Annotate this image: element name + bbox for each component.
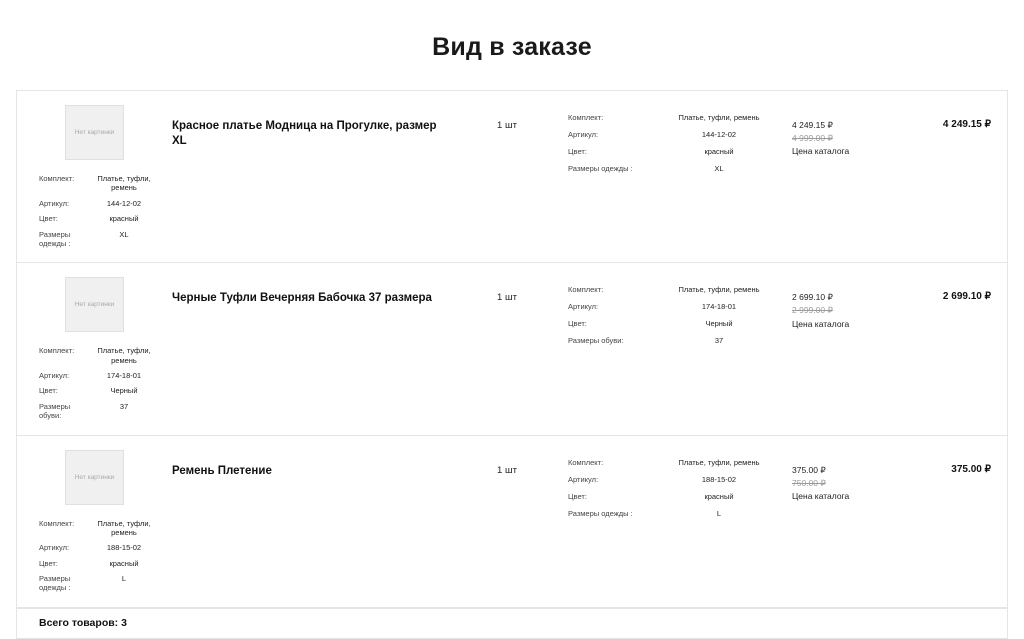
mini-property (39, 214, 163, 223)
mini-property (39, 230, 163, 249)
item-property (568, 475, 786, 484)
item-property (568, 147, 786, 156)
item-property-key: Артикул: (568, 130, 599, 139)
item-quantity: 1 шт (497, 464, 517, 476)
item-quantity: 1 шт (497, 292, 517, 304)
item-total: 4 249.15 ₽ (942, 119, 991, 130)
mini-property (39, 371, 163, 380)
item-price-note: Цена каталога (792, 146, 850, 157)
item-price-cell (792, 91, 912, 262)
item-total: 2 699.10 ₽ (942, 291, 991, 303)
item-property (568, 113, 786, 122)
item-price-note: Цена каталога (792, 318, 850, 329)
item-price: 2 699.10 ₽ (792, 292, 833, 303)
mini-property (39, 402, 163, 421)
item-total: 375.00 ₽ (951, 463, 991, 475)
item-thumbnail (65, 277, 124, 332)
item-property (568, 164, 786, 173)
item-property (568, 509, 786, 518)
mini-property-value: 37 (119, 401, 129, 411)
mini-property-value: 188-15-02 (106, 543, 142, 553)
mini-property-value: 144-12-02 (106, 198, 142, 208)
mini-property-key: Цвет: (39, 558, 58, 568)
item-mini-properties (39, 346, 163, 420)
mini-property-key: Артикул: (39, 371, 70, 380)
mini-property (39, 543, 163, 552)
page-title: Вид в заказе (432, 33, 592, 61)
item-property-value: XL (714, 164, 724, 173)
mini-property-key: Размеры одежды : (39, 574, 71, 593)
item-property-value: красный (704, 147, 734, 156)
item-old-price: 750.00 ₽ (792, 477, 826, 488)
item-properties (562, 91, 792, 262)
mini-property-value: XL (119, 229, 129, 239)
mini-property-key: Размеры одежды : (39, 229, 71, 248)
item-property (568, 319, 786, 328)
item-property-key: Артикул: (568, 302, 599, 312)
item-property-key: Размеры одежды : (568, 508, 633, 518)
mini-property (39, 346, 163, 365)
mini-property-value: Платье, туфли, ремень (97, 346, 151, 365)
item-property-key: Комплект: (568, 113, 604, 122)
item-property-value: 174-18-01 (701, 302, 737, 312)
mini-property-key: Артикул: (39, 543, 70, 553)
item-name[interactable]: Черные Туфли Вечерняя Бабочка 37 размера (172, 292, 432, 305)
item-property-key: Цвет: (568, 319, 587, 329)
mini-property-value: 174-18-01 (106, 371, 142, 380)
item-price: 375.00 ₽ (792, 464, 826, 475)
item-properties (562, 436, 792, 607)
mini-property (39, 559, 163, 568)
item-property (568, 285, 786, 294)
mini-property (39, 574, 163, 593)
mini-property-key: Артикул: (39, 198, 70, 208)
total-items-label: Всего товаров: 3 (17, 608, 1007, 638)
item-quantity: 1 шт (497, 120, 517, 131)
mini-property (39, 199, 163, 208)
item-image-cell (17, 91, 152, 262)
item-thumbnail (65, 450, 124, 505)
mini-property-key: Цвет: (39, 386, 58, 396)
item-property-key: Комплект: (568, 457, 604, 467)
item-price-note: Цена каталога (792, 490, 850, 501)
item-name[interactable]: Красное платье Модница на Прогулке, размер XL (172, 120, 437, 147)
item-mini-properties (39, 519, 163, 593)
item-property-key: Комплект: (568, 285, 604, 295)
mini-property-key: Комплект: (39, 174, 75, 183)
order-items-panel (16, 90, 1008, 639)
mini-property-key: Размеры обуви: (39, 401, 71, 421)
item-image-cell (17, 436, 152, 607)
mini-property (39, 519, 163, 538)
table-row (17, 91, 1007, 263)
item-property-value: Платье, туфли, ремень (678, 457, 760, 467)
item-property-value: Платье, туфли, ремень (678, 285, 760, 295)
mini-property (39, 386, 163, 395)
item-old-price: 2 999.00 ₽ (792, 305, 833, 316)
item-property-key: Цвет: (568, 491, 587, 501)
mini-property-key: Комплект: (39, 518, 75, 528)
item-property-value: красный (704, 491, 734, 501)
mini-property-value: Черный (110, 386, 138, 396)
item-price-cell (792, 263, 912, 434)
item-property-value: Платье, туфли, ремень (678, 113, 760, 122)
item-properties (562, 263, 792, 434)
item-property-value: 188-15-02 (701, 474, 737, 484)
item-property-key: Артикул: (568, 474, 599, 484)
item-property-value: 144-12-02 (701, 130, 737, 139)
item-property-value: L (716, 508, 722, 518)
item-property-key: Размеры обуви: (568, 336, 624, 346)
item-thumbnail (65, 105, 124, 160)
item-property (568, 130, 786, 139)
item-property (568, 458, 786, 467)
mini-property-key: Комплект: (39, 346, 75, 356)
item-price-cell (792, 436, 912, 607)
item-old-price: 4 999.00 ₽ (792, 133, 833, 144)
thumbnail-placeholder-label: Нет картинки (74, 129, 115, 136)
item-property-value: Черный (705, 319, 733, 329)
item-property (568, 336, 786, 345)
item-property-value: 37 (714, 336, 724, 346)
thumbnail-placeholder-label: Нет картинки (74, 301, 115, 309)
item-property-key: Цвет: (568, 147, 587, 156)
table-row (17, 436, 1007, 608)
mini-property-value: L (121, 574, 127, 583)
item-mini-properties (39, 174, 163, 248)
thumbnail-placeholder-label: Нет картинки (74, 473, 115, 481)
item-property-key: Размеры одежды : (568, 164, 633, 173)
mini-property-value: Платье, туфли, ремень (97, 174, 151, 193)
item-property (568, 492, 786, 501)
mini-property (39, 174, 163, 193)
mini-property-key: Цвет: (39, 214, 58, 224)
table-row (17, 263, 1007, 435)
item-name[interactable]: Ремень Плетение (172, 464, 272, 477)
mini-property-value: Платье, туфли, ремень (97, 518, 151, 537)
mini-property-value: красный (109, 214, 139, 224)
mini-property-value: красный (109, 558, 139, 568)
item-property (568, 302, 786, 311)
item-image-cell (17, 263, 152, 434)
item-price: 4 249.15 ₽ (792, 120, 833, 130)
